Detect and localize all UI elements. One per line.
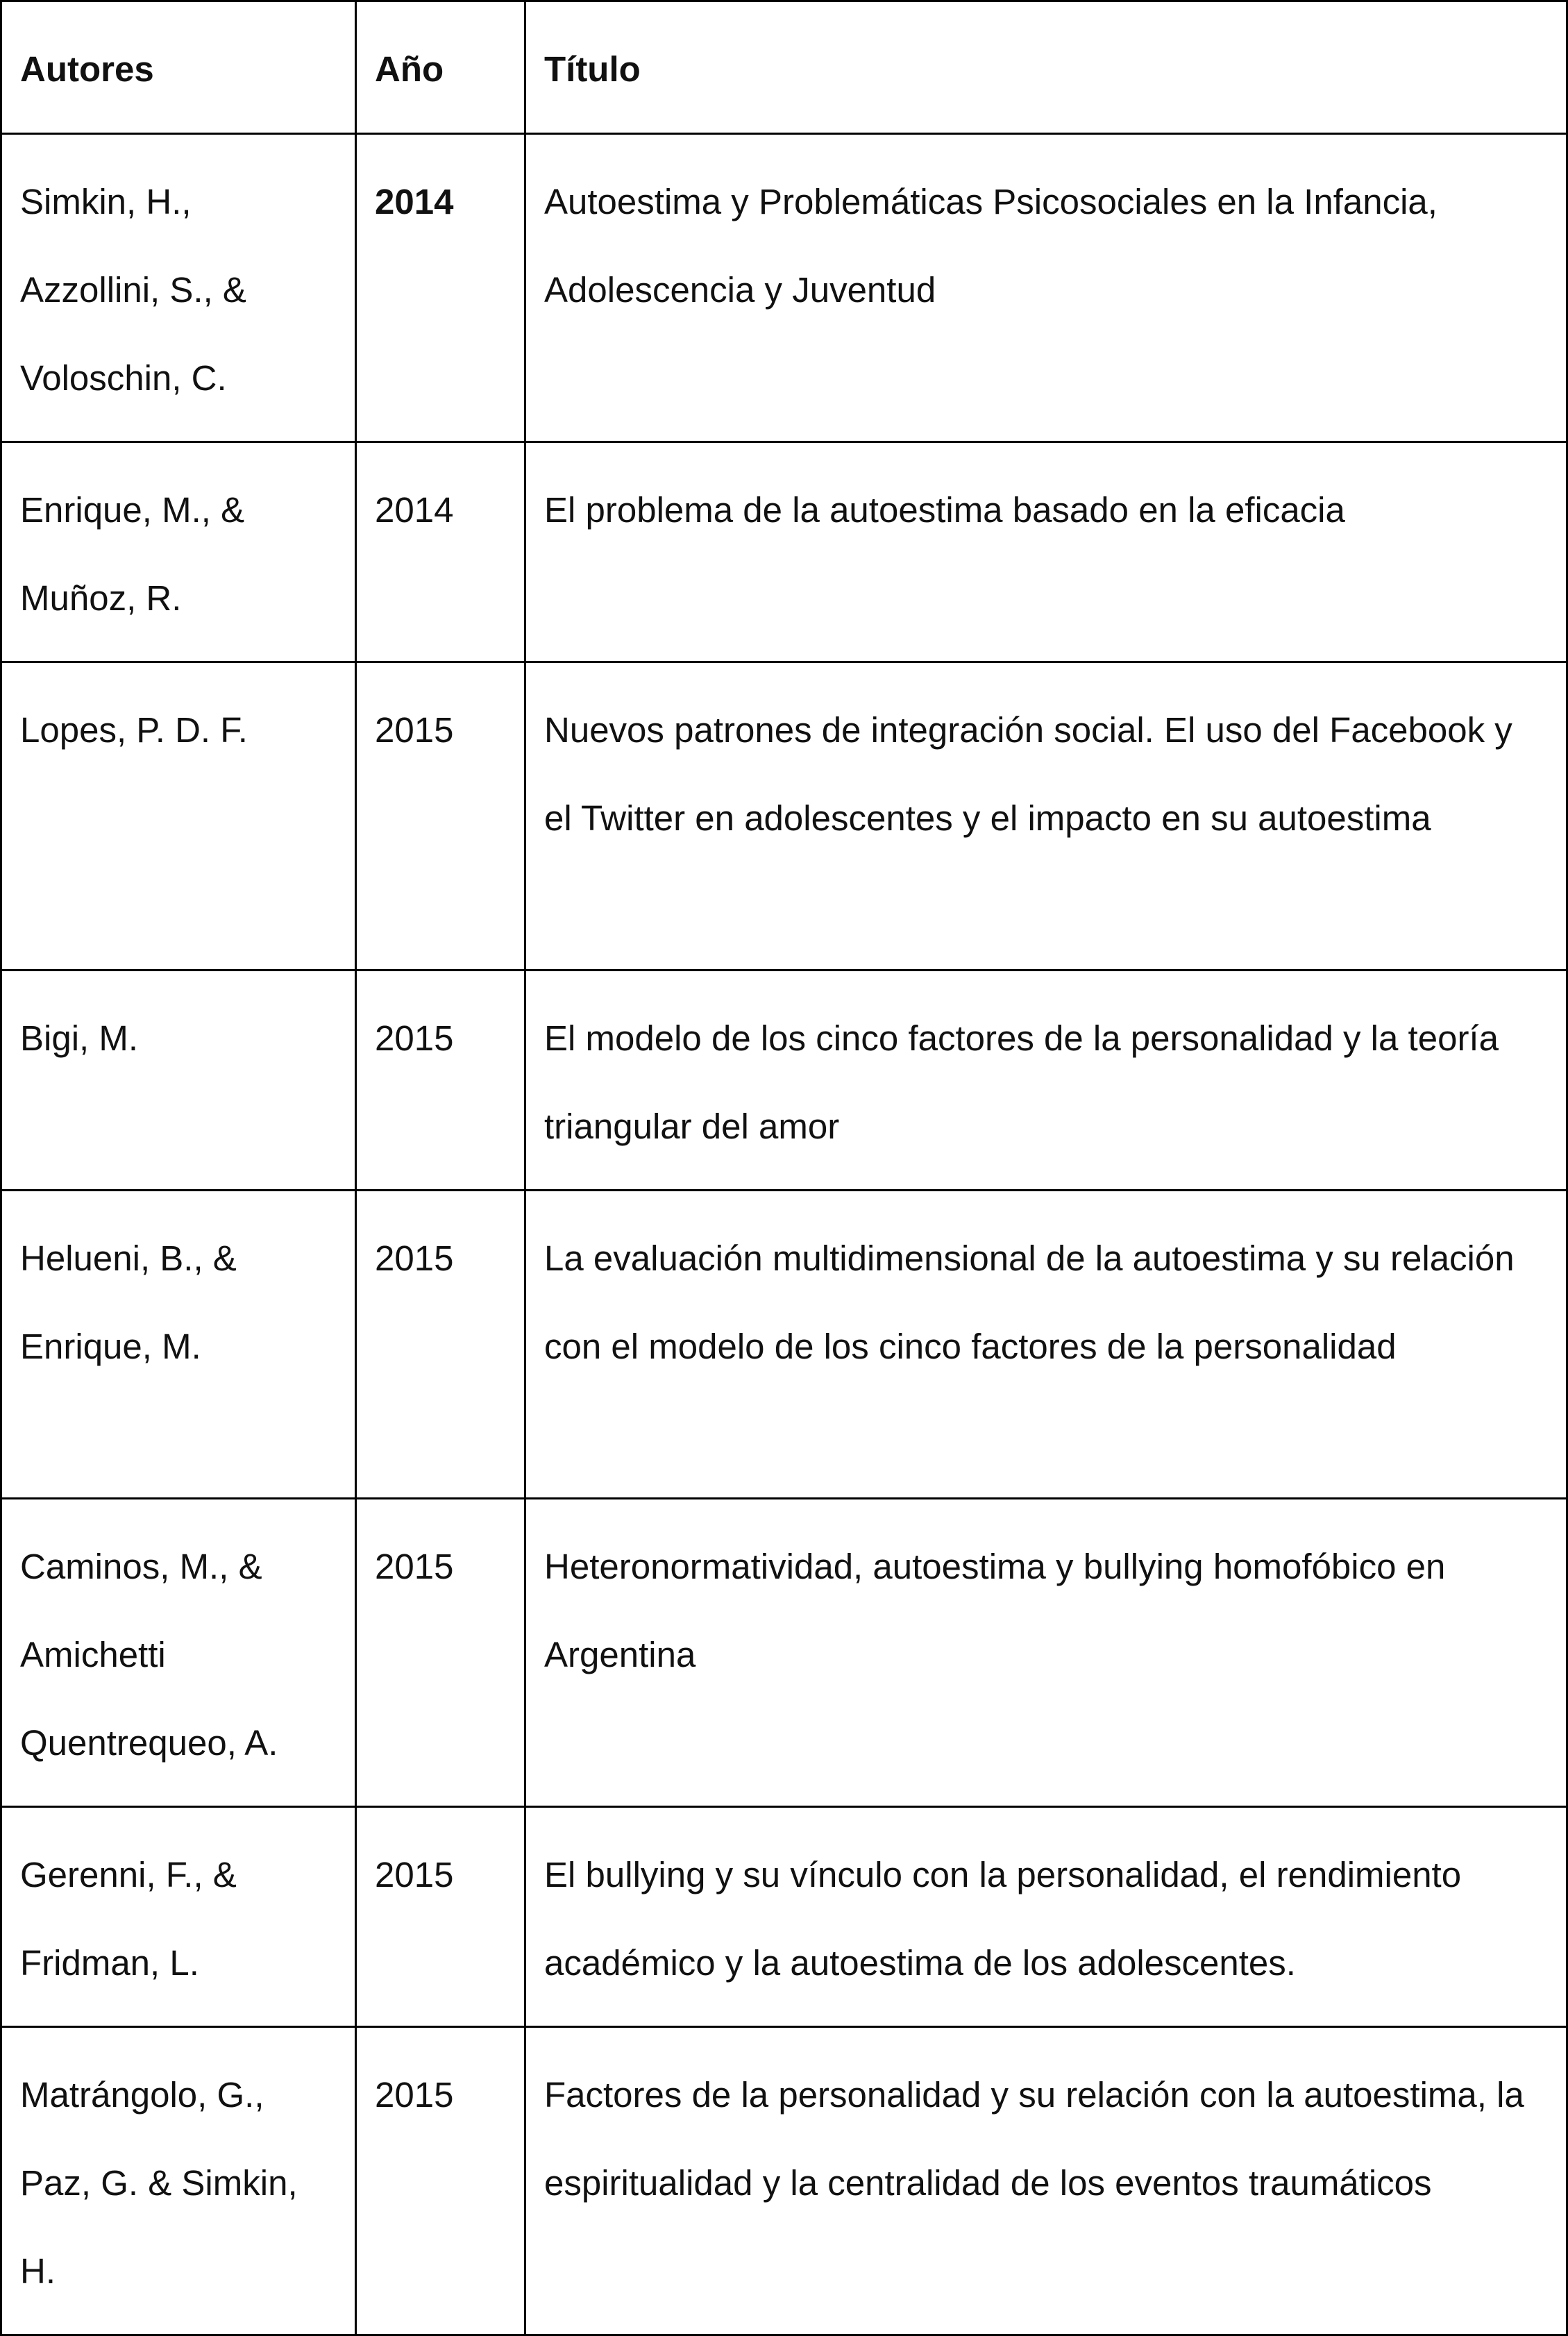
table-row <box>1 1191 1567 1499</box>
cell-anio: 2014 <box>356 442 525 662</box>
cell-titulo: Factores de la personalidad y su relación con la autoestima, la espiritualidad y la centralidad de los eventos traumáticos <box>525 2027 1567 2335</box>
table-row <box>1 134 1567 442</box>
table-row <box>1 970 1567 1191</box>
table-row <box>1 442 1567 662</box>
cell-anio: 2015 <box>356 2027 525 2335</box>
cell-autores: Helueni, B., & Enrique, M. <box>1 1191 356 1499</box>
cell-anio: 2015 <box>356 662 525 970</box>
cell-autores: Simkin, H., Azzollini, S., & Voloschin, C. <box>1 134 356 442</box>
header-titulo: Título <box>525 1 1567 134</box>
cell-autores: Lopes, P. D. F. <box>1 662 356 970</box>
cell-anio: 2015 <box>356 1807 525 2027</box>
cell-autores: Gerenni, F., & Fridman, L. <box>1 1807 356 2027</box>
table-row <box>1 662 1567 970</box>
cell-autores: Matrángolo, G., Paz, G. & Simkin, H. <box>1 2027 356 2335</box>
cell-titulo: Heteronormatividad, autoestima y bullying homofóbico en Argentina <box>525 1499 1567 1807</box>
table-row <box>1 2027 1567 2335</box>
table-header-row <box>1 1 1567 134</box>
header-anio: Año <box>356 1 525 134</box>
table-row <box>1 1807 1567 2027</box>
cell-titulo: La evaluación multidimensional de la autoestima y su relación con el modelo de los cinco factores de la personalidad <box>525 1191 1567 1499</box>
cell-anio: 2015 <box>356 1191 525 1499</box>
cell-titulo: Autoestima y Problemáticas Psicosociales en la Infancia, Adolescencia y Juventud <box>525 134 1567 442</box>
cell-titulo: El problema de la autoestima basado en la eficacia <box>525 442 1567 662</box>
cell-titulo: El modelo de los cinco factores de la personalidad y la teoría triangular del amor <box>525 970 1567 1191</box>
cell-anio: 2015 <box>356 970 525 1191</box>
cell-titulo: El bullying y su vínculo con la personalidad, el rendimiento académico y la autoestima de los adolescentes. <box>525 1807 1567 2027</box>
cell-autores: Bigi, M. <box>1 970 356 1191</box>
table-row <box>1 1499 1567 1807</box>
cell-autores: Enrique, M., & Muñoz, R. <box>1 442 356 662</box>
cell-anio: 2015 <box>356 1499 525 1807</box>
cell-anio: 2014 <box>356 134 525 442</box>
cell-autores: Caminos, M., & Amichetti Quentrequeo, A. <box>1 1499 356 1807</box>
header-autores: Autores <box>1 1 356 134</box>
cell-titulo: Nuevos patrones de integración social. El uso del Facebook y el Twitter en adolescentes y el impacto en su autoestima <box>525 662 1567 970</box>
